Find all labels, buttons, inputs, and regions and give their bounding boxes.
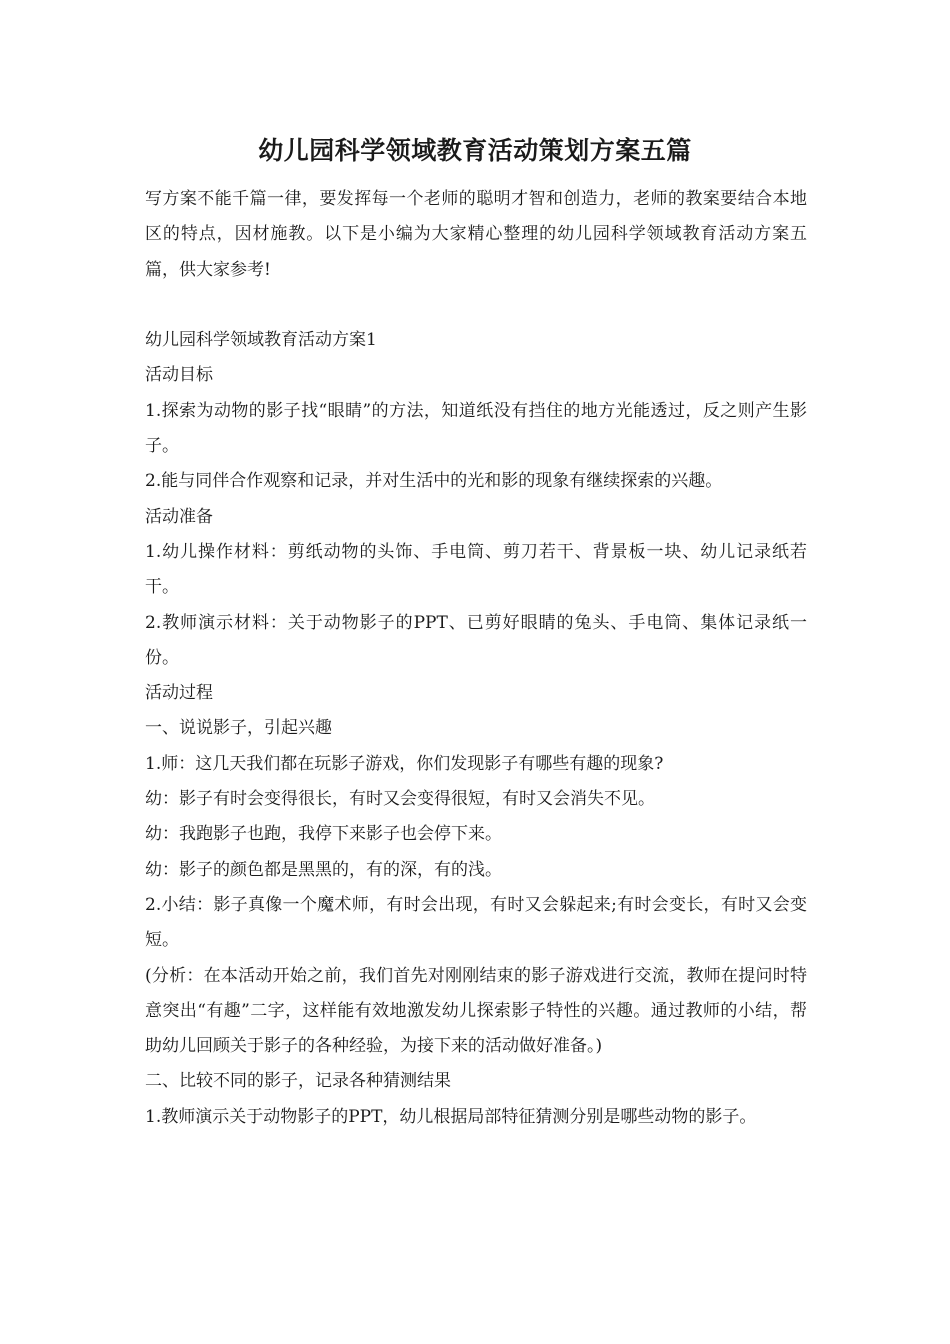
process-summary: 2.小结：影子真像一个魔术师，有时会出现，有时又会躲起来;有时会变长，有时又会变短。 [145, 894, 807, 951]
process-step-2-heading: 二、比较不同的影子，记录各种猜测结果 [145, 1071, 451, 1092]
process-child-answer-3: 幼：影子的颜色都是黑黑的，有的深，有的浅。 [145, 859, 502, 880]
process-teacher-question: 1.师：这几天我们都在玩影子游戏，你们发现影子有哪些有趣的现象? [145, 753, 664, 774]
heading-activity-goals: 活动目标 [145, 365, 213, 386]
goal-item-2: 2.能与同伴合作观察和记录，并对生活中的光和影的现象有继续探索的兴趣。 [145, 471, 723, 492]
heading-activity-preparation: 活动准备 [145, 506, 213, 527]
paragraph-gap [145, 288, 807, 323]
process-child-answer-2: 幼：我跑影子也跑，我停下来影子也会停下来。 [145, 824, 502, 845]
section-title: 幼儿园科学领域教育活动方案1 [145, 330, 377, 351]
process-step-1-heading: 一、说说影子，引起兴趣 [145, 718, 332, 739]
process-child-answer-1: 幼：影子有时会变得很长，有时又会变得很短，有时又会消失不见。 [145, 789, 655, 810]
preparation-item-1: 1.幼儿操作材料：剪纸动物的头饰、手电筒、剪刀若干、背景板一块、幼儿记录纸若干。 [145, 541, 807, 598]
preparation-item-2: 2.教师演示材料：关于动物影子的PPT、已剪好眼睛的兔头、手电筒、集体记录纸一份。 [145, 612, 807, 668]
document-body [145, 182, 807, 1135]
heading-activity-process: 活动过程 [145, 683, 213, 704]
document-title: 幼儿园科学领域教育活动策划方案五篇 [258, 136, 692, 165]
intro-paragraph: 写方案不能千篇一律，要发挥每一个老师的聪明才智和创造力，老师的教案要结合本地区的特点，因材施教。以下是小编为大家精心整理的幼儿园科学领域教育活动方案五篇，供大家参考! [145, 189, 807, 280]
goal-item-1: 1.探索为动物的影子找“眼睛”的方法，知道纸没有挡住的地方光能透过，反之则产生影子。 [145, 400, 807, 457]
process-step-2-item-1: 1.教师演示关于动物影子的PPT，幼儿根据局部特征猜测分别是哪些动物的影子。 [145, 1106, 757, 1127]
process-analysis: (分析：在本活动开始之前，我们首先对刚刚结束的影子游戏进行交流，教师在提问时特意突出“有趣”二字，这样能有效地激发幼儿探索影子特性的兴趣。通过教师的小结，帮助幼儿回顾关于影子的各种经验，为接下来的活动做好准备。) [145, 965, 807, 1057]
